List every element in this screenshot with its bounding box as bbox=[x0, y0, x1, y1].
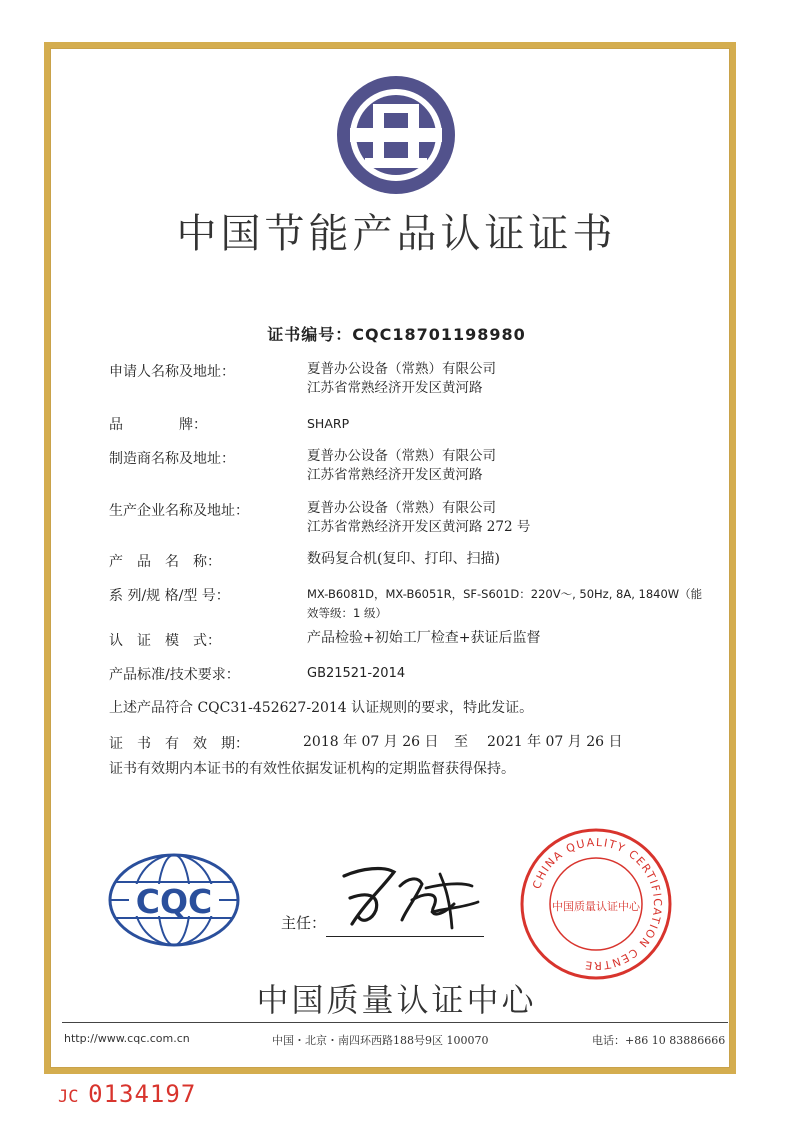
factory-address: 江苏省常熟经济开发区黄河路 272 号 bbox=[307, 519, 531, 535]
factory-label: 生产企业名称及地址： bbox=[109, 503, 249, 519]
manufacturer-value bbox=[307, 447, 496, 485]
model-line-2: 效等级：1 级） bbox=[307, 606, 387, 620]
serial-number bbox=[58, 1080, 196, 1108]
conformity-statement: 上述产品符合 CQC31-452627-2014 认证规则的要求，特此发证。 bbox=[109, 700, 534, 716]
director-signature bbox=[322, 858, 492, 940]
issuer-name: 中国质量认证中心 bbox=[256, 981, 537, 1019]
applicant-name: 夏普办公设备（常熟）有限公司 bbox=[307, 361, 496, 377]
product-name-label: 产 品 名 称： bbox=[109, 554, 221, 570]
standard: GB21521-2014 bbox=[307, 666, 406, 681]
certificate-number-label: 证书编号： bbox=[267, 325, 353, 344]
product-name: 数码复合机(复印、打印、扫描) bbox=[307, 551, 500, 567]
validity-note: 证书有效期内本证书的有效性依据发证机构的定期监督获得保持。 bbox=[109, 761, 515, 777]
cqc-globe-logo bbox=[107, 852, 241, 948]
model-line-1: MX-B6081D，MX-B6051R，SF-S601D：220V～, 50Hz, 8A, 1840W（能 bbox=[307, 587, 703, 601]
footer-phone: 电话：+86 10 83886666 bbox=[592, 1034, 726, 1047]
official-seal bbox=[518, 826, 674, 982]
validity-to-word: 至 bbox=[454, 734, 468, 750]
standard-label: 产品标准/技术要求： bbox=[109, 667, 240, 683]
brand-label: 品 牌： bbox=[109, 417, 207, 433]
applicant-value bbox=[307, 360, 496, 398]
seal-center-text: 中国质量认证中心 bbox=[552, 900, 640, 913]
footer-divider bbox=[62, 1022, 728, 1023]
factory-value bbox=[307, 499, 530, 537]
applicant-label: 申请人名称及地址： bbox=[109, 364, 235, 380]
manufacturer-label: 制造商名称及地址： bbox=[109, 451, 235, 467]
model-label: 系 列/规 格/型 号： bbox=[109, 588, 230, 604]
applicant-address: 江苏省常熟经济开发区黄河路 bbox=[307, 380, 483, 396]
model-value bbox=[307, 585, 702, 623]
serial-value: 0134197 bbox=[88, 1080, 197, 1108]
cert-mode: 产品检验+初始工厂检查+获证后监督 bbox=[307, 630, 541, 646]
product-name-value bbox=[307, 550, 500, 569]
standard-value bbox=[307, 664, 405, 683]
signature-line bbox=[326, 936, 484, 937]
manufacturer-address: 江苏省常熟经济开发区黄河路 bbox=[307, 467, 483, 483]
footer-website: http://www.cqc.com.cn bbox=[64, 1032, 190, 1045]
factory-name: 夏普办公设备（常熟）有限公司 bbox=[307, 500, 496, 516]
serial-prefix: JC bbox=[58, 1087, 79, 1107]
brand-value bbox=[307, 414, 349, 433]
footer-address: 中国・北京・南四环西路188号9区 100070 bbox=[272, 1034, 489, 1047]
cec-emblem-logo bbox=[335, 74, 457, 196]
certificate-title: 中国节能产品认证证书 bbox=[176, 211, 617, 257]
seal-ring-text: CHINA QUALITY CERTIFICATION CENTRE bbox=[530, 835, 665, 973]
cqc-logo-text: CQC bbox=[135, 882, 213, 921]
certificate-number bbox=[0, 322, 793, 345]
validity-to: 2021 年 07 月 26 日 bbox=[487, 734, 623, 750]
brand-name: SHARP bbox=[307, 416, 350, 431]
manufacturer-name: 夏普办公设备（常熟）有限公司 bbox=[307, 448, 496, 464]
director-label: 主任： bbox=[281, 914, 327, 932]
validity-label: 证 书 有 效 期： bbox=[109, 736, 249, 752]
validity-from: 2018 年 07 月 26 日 bbox=[303, 734, 439, 750]
cert-mode-label: 认 证 模 式： bbox=[109, 633, 221, 649]
cert-mode-value bbox=[307, 629, 540, 648]
certificate-number-value: CQC18701198980 bbox=[352, 325, 526, 344]
